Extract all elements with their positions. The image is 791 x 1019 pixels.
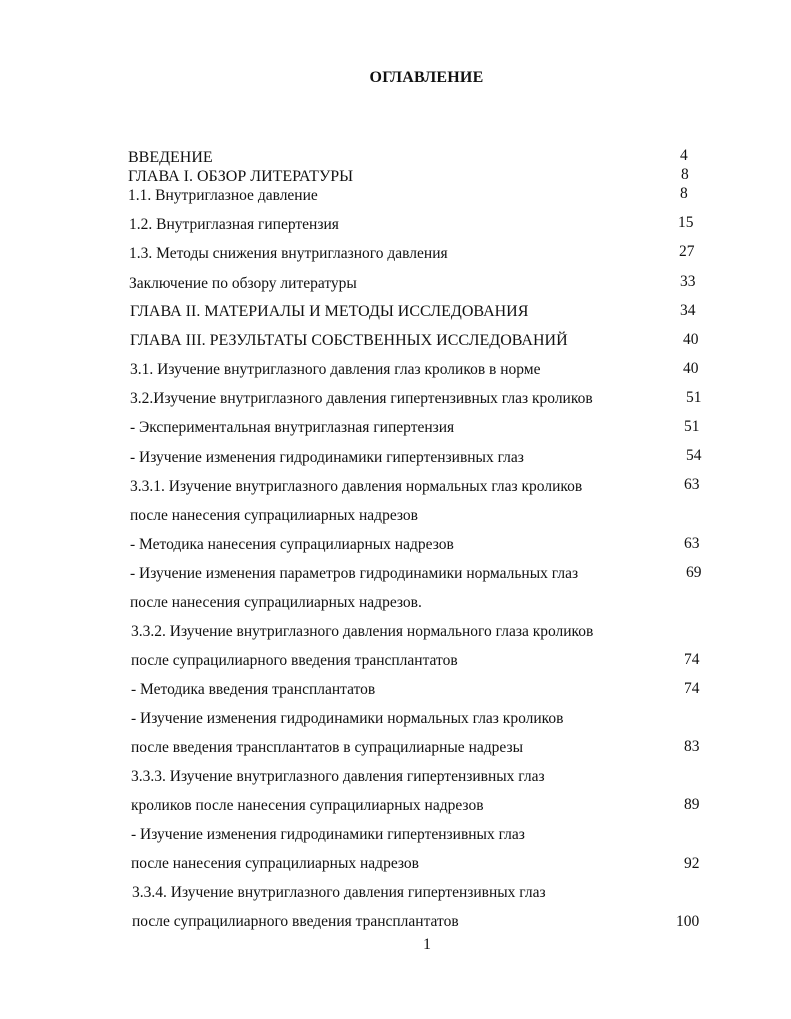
- toc-entry-text: ГЛАВА II. МАТЕРИАЛЫ И МЕТОДЫ ИССЛЕДОВАНИЯ: [130, 303, 529, 320]
- toc-entry-text: 3.3.3. Изучение внутриглазного давления гипертензивных глаз: [131, 768, 545, 785]
- toc-entry-text: после нанесения супрацилиарных надрезов: [130, 507, 418, 524]
- toc-entry-text: - Методика введения трансплантатов: [131, 681, 376, 698]
- toc-entry-text: после нанесения супрацилиарных надрезов.: [130, 594, 422, 611]
- toc-entry-text: - Экспериментальная внутриглазная гипертензия: [130, 419, 455, 436]
- toc-entry-page: 8: [680, 185, 688, 202]
- toc-entry-text: ВВЕДЕНИЕ: [128, 149, 213, 166]
- toc-entry-text: после нанесения супрацилиарных надрезов: [131, 855, 419, 872]
- toc-entry-page: 83: [684, 738, 700, 755]
- toc-entry-page: 74: [684, 651, 700, 668]
- page-number: 1: [423, 936, 431, 953]
- toc-entry-text: 3.3.4. Изучение внутриглазного давления гипертензивных глаз: [132, 884, 546, 901]
- toc-entry-page: 8: [681, 166, 689, 183]
- toc-entry-page: 51: [684, 418, 700, 435]
- toc-entry-page: 51: [686, 389, 702, 406]
- toc-entry-text: 1.2. Внутриглазная гипертензия: [129, 216, 339, 233]
- toc-entry-text: - Изучение изменения гидродинамики гипертензивных глаз: [130, 449, 524, 466]
- toc-entry-page: 33: [680, 273, 696, 290]
- toc-entry-text: после супрацилиарного введения трансплантатов: [131, 652, 458, 669]
- toc-entry-text: 3.2.Изучение внутриглазного давления гипертензивных глаз кроликов: [130, 390, 593, 407]
- page-title: ОГЛАВЛЕНИЕ: [369, 69, 484, 86]
- toc-entry-text: после супрацилиарного введения трансплантатов: [132, 913, 459, 930]
- toc-entry-text: ГЛАВА III. РЕЗУЛЬТАТЫ СОБСТВЕННЫХ ИССЛЕДОВАНИЙ: [130, 332, 568, 349]
- toc-entry-text: - Изучение изменения параметров гидродинамики нормальных глаз: [130, 565, 579, 582]
- toc-entry-text: 1.3. Методы снижения внутриглазного давления: [129, 245, 448, 262]
- toc-entry-page: 74: [684, 680, 700, 697]
- toc-entry-page: 63: [684, 535, 700, 552]
- toc-entry-page: 4: [680, 147, 688, 164]
- toc-entry-text: после введения трансплантатов в супрацилиарные надрезы: [131, 739, 523, 756]
- toc-entry-page: 100: [676, 913, 700, 930]
- toc-entry-text: 3.3.1. Изучение внутриглазного давления нормальных глаз кроликов: [130, 478, 583, 495]
- toc-entry-page: 27: [679, 243, 695, 260]
- toc-entry-page: 40: [683, 360, 699, 377]
- toc-entry-text: - Методика нанесения супрацилиарных надрезов: [130, 536, 454, 553]
- toc-entry-text: - Изучение изменения гидродинамики гипертензивных глаз: [131, 826, 525, 843]
- toc-entry-page: 63: [684, 476, 700, 493]
- toc-entry-page: 54: [686, 447, 702, 464]
- toc-entry-text: 1.1. Внутриглазное давление: [128, 187, 318, 204]
- toc-entry-page: 15: [678, 214, 694, 231]
- toc-entry-text: - Изучение изменения гидродинамики нормальных глаз кроликов: [131, 710, 564, 727]
- toc-entry-text: 3.1. Изучение внутриглазного давления глаз кроликов в норме: [130, 361, 541, 378]
- toc-entry-text: 3.3.2. Изучение внутриглазного давления нормального глаза кроликов: [131, 623, 594, 640]
- toc-entry-text: кроликов после нанесения супрацилиарных надрезов: [131, 797, 484, 814]
- toc-entry-page: 34: [680, 302, 696, 319]
- toc-entry-page: 40: [683, 331, 699, 348]
- toc-entry-page: 69: [686, 564, 702, 581]
- toc-entry-page: 89: [684, 796, 700, 813]
- toc-entry-text: Заключение по обзору литературы: [129, 275, 357, 292]
- toc-entry-page: 92: [684, 855, 700, 872]
- toc-entry-text: ГЛАВА I. ОБЗОР ЛИТЕРАТУРЫ: [128, 168, 354, 185]
